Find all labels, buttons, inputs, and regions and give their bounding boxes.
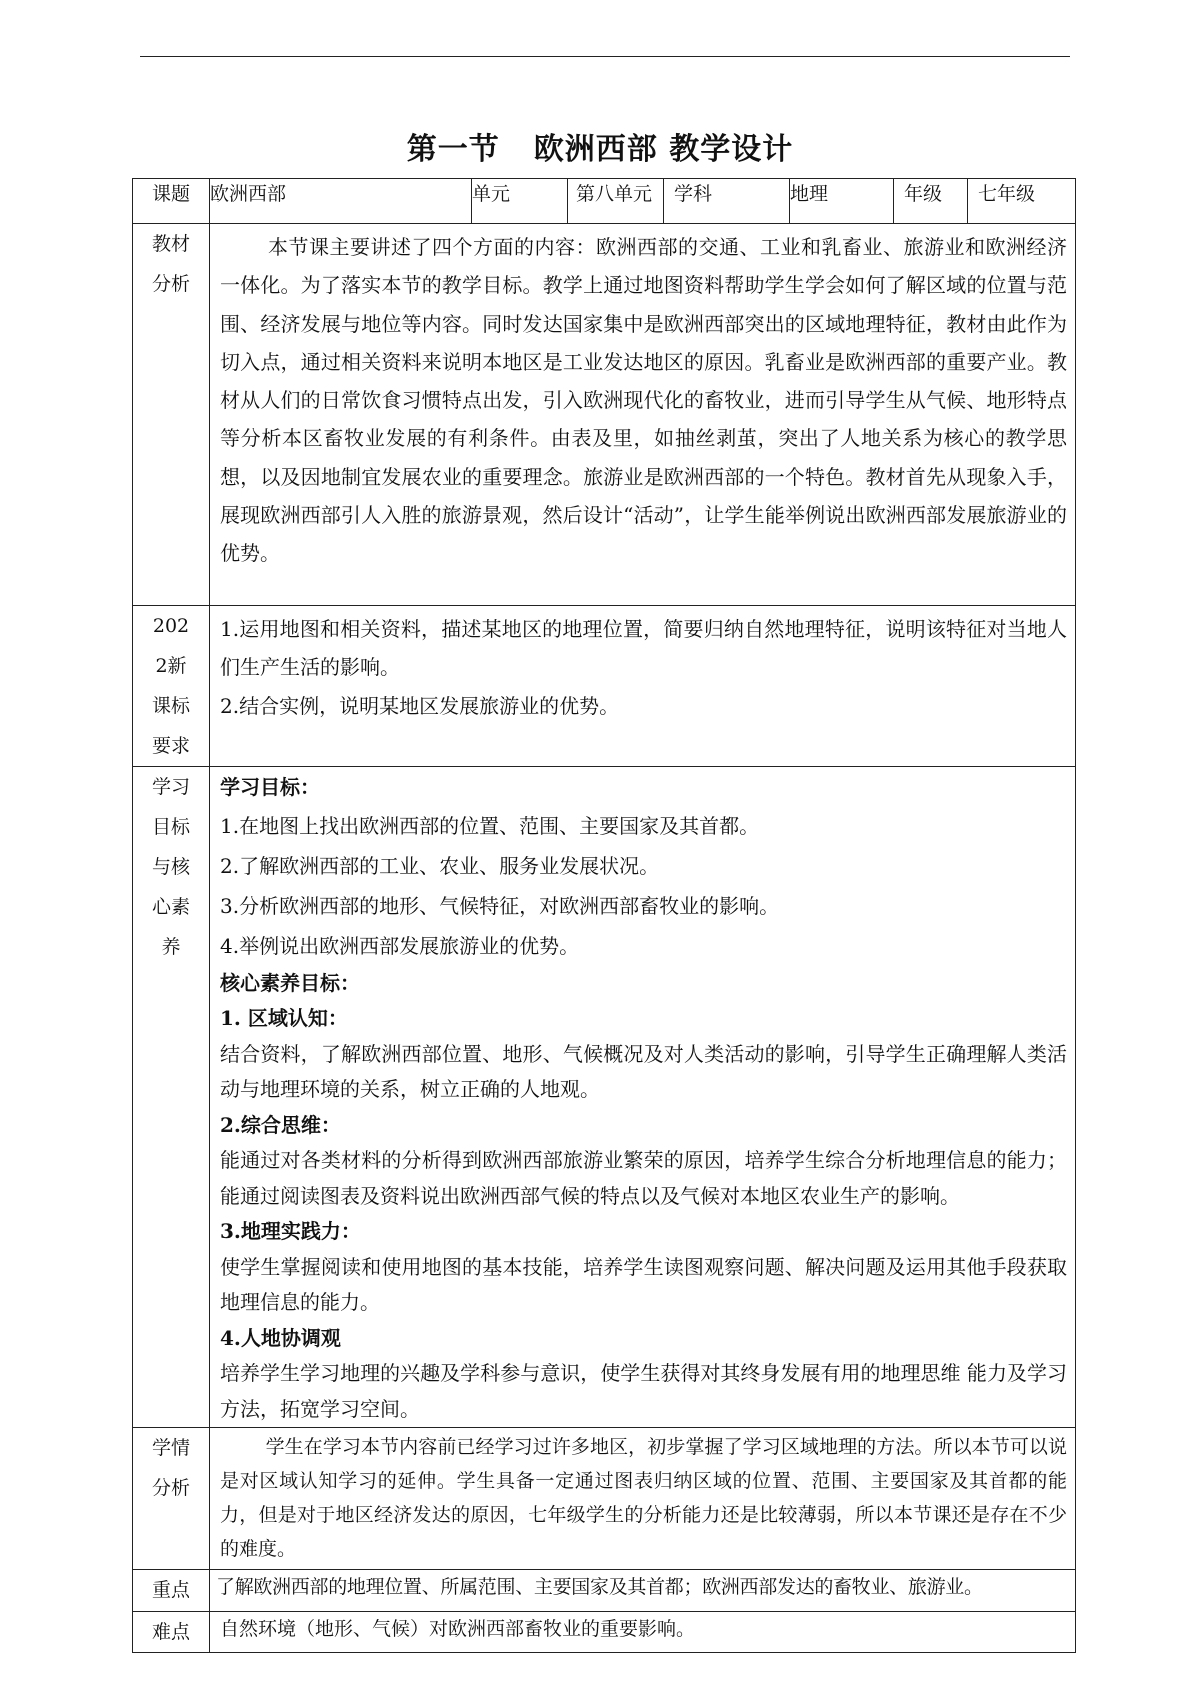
topic-value: 欧洲西部 — [210, 179, 472, 224]
subject-value: 地理 — [790, 179, 894, 224]
difficult-text: 自然环境（地形、气候）对欧洲西部畜牧业的重要影响。 — [220, 1618, 696, 1640]
goal-item: 4.举例说出欧洲西部发展旅游业的优势。 — [220, 933, 580, 958]
header-row — [133, 179, 1076, 224]
students-row — [133, 1428, 1076, 1570]
unit-label: 单元 — [472, 179, 568, 224]
goal-item: 1.在地图上找出欧洲西部的位置、范围、主要国家及其首都。 — [220, 813, 760, 838]
analysis-row — [133, 224, 1076, 606]
key-label: 重点 — [133, 1570, 210, 1612]
goals-label: 学习目标与核心素养 — [151, 776, 190, 958]
core-text: 培养学生学习地理的兴趣及学科参与意识，使学生获得对其终身发展有用的地理思维 能力及学习方法，拓宽学习空间。 — [220, 1361, 1067, 1421]
title-main: 欧洲西部 教学设计 — [533, 132, 794, 167]
core-title: 3.地理实践力： — [220, 1219, 361, 1243]
standard-item: 2.结合实例，说明某地区发展旅游业的优势。 — [220, 693, 620, 718]
difficult-label: 难点 — [133, 1612, 210, 1653]
difficult-row — [133, 1612, 1076, 1653]
analysis-label: 教材分析 — [151, 233, 190, 295]
students-label: 学情分析 — [151, 1437, 190, 1499]
header-rule — [140, 56, 1070, 57]
key-row — [133, 1570, 1076, 1612]
unit-value: 第八单元 — [568, 179, 664, 224]
goal-item: 3.分析欧洲西部的地形、气候特征，对欧洲西部畜牧业的影响。 — [220, 893, 780, 918]
standard-item: 1.运用地图和相关资料，描述某地区的地理位置，简要归纳自然地理特征，说明该特征对当地人们生产生活的影响。 — [220, 617, 1067, 680]
core-text: 能通过对各类材料的分析得到欧洲西部旅游业繁荣的原因，培养学生综合分析地理信息的能力；能通过阅读图表及资料说出欧洲西部气候的特点以及气候对本地区农业生产的影响。 — [220, 1148, 1067, 1208]
title-section: 第一节 — [406, 132, 500, 167]
students-text: 学生在学习本节内容前已经学习过许多地区，初步掌握了学习区域地理的方法。所以本节可以说是对区域认知学习的延伸。学生具备一定通过图表归纳区域的位置、范围、主要国家及其首都的能力，但是对于地区经济发达的原因，七年级学生的分析能力还是比较薄弱，所以本节课还是存在不少的难度。 — [220, 1436, 1067, 1560]
analysis-text: 本节课主要讲述了四个方面的内容：欧洲西部的交通、工业和乳畜业、旅游业和欧洲经济一体化。为了落实本节的教学目标。教学上通过地图资料帮助学生学会如何了解区域的位置与范围、经济发展与地位等内容。同时发达国家集中是欧洲西部突出的区域地理特征，教材由此作为切入点，通过相关资料来说明本地区是工业发达地区的原因。乳畜业是欧洲西部的重要产业。教材从人们的日常饮食习惯特点出发，引入欧洲现代化的畜牧业，进而引导学生从气候、地形特点等分析本区畜牧业发展的有利条件。由表及里，如抽丝剥茧，突出了人地关系为核心的教学思想，以及因地制宜发展农业的重要理念。旅游业是欧洲西部的一个特色。教材首先从现象入手，展现欧洲西部引人入胜的旅游景观，然后设计“活动”，让学生能举例说出欧洲西部发展旅游业的优势。 — [220, 235, 1067, 566]
standards-row — [133, 606, 1076, 767]
grade-value: 七年级 — [968, 179, 1076, 224]
core-title: 4.人地协调观 — [220, 1325, 341, 1350]
page-title — [0, 124, 1200, 168]
subject-label: 学科 — [664, 179, 790, 224]
lesson-plan-table — [132, 178, 1076, 1653]
core-title: 2.综合思维： — [220, 1112, 341, 1137]
core-text: 结合资料，了解欧洲西部位置、地形、气候概况及对人类活动的影响，引导学生正确理解人类活动与地理环境的关系，树立正确的人地观。 — [220, 1041, 1067, 1101]
goal-item: 2.了解欧洲西部的工业、农业、服务业发展状况。 — [220, 853, 660, 878]
core-title: 1. 区域认知： — [220, 1006, 348, 1030]
goals-heading: 学习目标： — [220, 775, 320, 799]
grade-label: 年级 — [894, 179, 968, 224]
key-text: 了解欧洲西部的地理位置、所属范围、主要国家及其首都；欧洲西部发达的畜牧业、旅游业。 — [216, 1576, 983, 1598]
topic-label: 课题 — [133, 179, 210, 224]
core-text: 使学生掌握阅读和使用地图的基本技能，培养学生读图观察问题、解决问题及运用其他手段获取地理信息的能力。 — [220, 1254, 1067, 1314]
goals-row — [133, 767, 1076, 1428]
standards-label: 2022新课标要求 — [151, 615, 190, 757]
core-heading: 核心素养目标： — [220, 970, 360, 995]
